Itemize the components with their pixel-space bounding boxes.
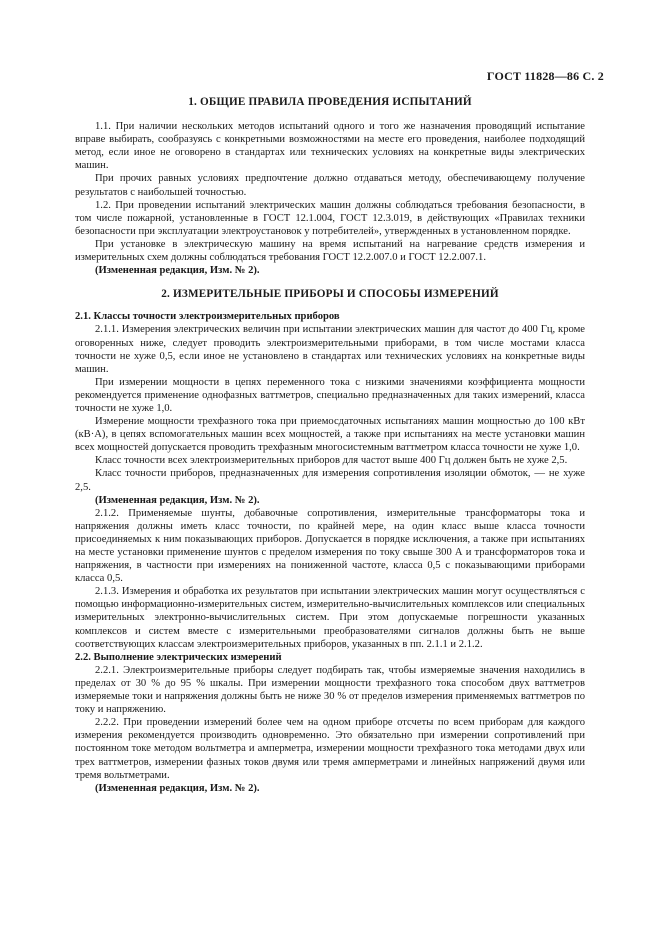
paragraph-1-1-b: При прочих равных условиях предпочтение должно отдаваться методу, обеспечивающему получение результатов с наибольшей точностью. (75, 173, 585, 198)
paragraph-1-1: 1.1. При наличии нескольких методов испытаний одного и того же назначения проводящий испытание вправе выбирать, сообразуясь с конкретными возможностями на месте его проведения, наиболее подходящий метод, если иное не оговорено в стандартах или технических условиях на конкретные виды электрических машин. (75, 121, 585, 172)
document-body (75, 96, 585, 795)
paragraph-2-2-1: 2.2.1. Электроизмерительные приборы следует подбирать так, чтобы измеряемые значения находились в пределах от 30 % до 95 % шкалы. При измерении мощности трехфазного тока способом двух ваттметров измеряемые токи и напряжения должны быть не ниже 30 % от пределов измерения применяемых ваттметров по току и напряжению. (75, 664, 585, 716)
section-1-title: 1. ОБЩИЕ ПРАВИЛА ПРОВЕДЕНИЯ ИСПЫТАНИЙ (188, 96, 472, 108)
paragraph-1-2-b: При установке в электрическую машину на время испытаний на нагревание средств измерения и измерительных схем должны соблюдаться требования ГОСТ 12.2.007.0 и ГОСТ 12.2.007.1. (75, 238, 585, 264)
paragraph-2-2-2: 2.2.2. При проведении измерений более чем на одном приборе отсчеты по всем приборам для каждого измерения рекомендуется производить одновременно. Это обязательно при измерении сопротивлений при постоянном токе методом вольтметра и амперметра, измерении мощности трехфазного тока методами двух или трех ваттметров, измерении фазных токов двумя или тремя амперметрами и линейных напряжений двумя или тремя вольтметрами. (75, 717, 585, 781)
paragraph-2-1-3: 2.1.3. Измерения и обработка их результатов при испытании электрических машин могут осуществляться с помощью информационно-измерительных систем, измерительно-вычислительных комплексов или специальных измерительных электронно-вычислительных систем. При этом допускаемые погрешности указанных комплексов и систем вместе с измерительными преобразователями сигналов должны быть не выше соответствующих классам электроизмерительных приборов, указанных в пп. 2.1.1 и 2.1.2. (75, 586, 586, 650)
subsection-2-2-title: 2.2. Выполнение электрических измерений (75, 651, 282, 663)
page-header: ГОСТ 11828—86 С. 2 (486, 69, 604, 83)
paragraph-1-2: 1.2. При проведении испытаний электрических машин должны соблюдаться требования безопасности, в том числе пожарной, установленные в ГОСТ 12.1.004, ГОСТ 12.3.019, в действующих «Правилах техники безопасности при эксплуатации электроустановок у потребителей», утвержденных в установленном порядке. (75, 199, 585, 237)
paragraph-2-1-1-c: Измерение мощности трехфазного тока при приемосдаточных испытаниях машин мощностью до 100 кВт (кВ·А), в цепях вспомогательных машин всех мощностей, а также при испытаниях на месте установки машин всех мощностей допускается проводить трехфазным многосистемным ваттметром класса точности не хуже 1,0. (75, 416, 585, 454)
paragraph-2-1-2: 2.1.2. Применяемые шунты, добавочные сопротивления, измерительные трансформаторы тока и напряжения должны иметь класс точности, по крайней мере, на один класс выше класса точности присоединяемых к ним показывающих приборов. Допускается в порядке исключения, а также при испытаниях на месте установки применение шунтов с пределом измерения по току свыше 300 А и трансформаторов тока и напряжения, в частности при измерениях на пониженной частоте, класса 0,5 с показывающими приборами класса 0,5. (75, 507, 585, 585)
subsection-2-1-title: 2.1. Классы точности электроизмерительных приборов (75, 311, 340, 323)
amendment-note: (Измененная редакция, Изм. № 2). (95, 782, 260, 794)
paragraph-2-1-1-d: Класс точности всех электроизмерительных приборов для частот выше 400 Гц должен быть не хуже 2,5. (95, 455, 568, 467)
paragraph-2-1-1-b: При измерении мощности в цепях переменного тока с низкими значениями коэффициента мощности рекомендуется применение однофазных ваттметров, специально предназначенных для таких измерений, класса точности не хуже 1,0. (75, 376, 585, 414)
paragraph-2-1-1: 2.1.1. Измерения электрических величин при испытании электрических машин для частот до 400 Гц, кроме оговоренных ниже, следует проводить электроизмерительными приборами, в том числе мостами класса точности не хуже 0,5, если иное не установлено в стандартах или технических условиях на конкретные виды машин. (75, 324, 585, 375)
section-2-title: 2. ИЗМЕРИТЕЛЬНЫЕ ПРИБОРЫ И СПОСОБЫ ИЗМЕРЕНИЙ (161, 288, 499, 301)
amendment-note: (Измененная редакция, Изм. № 2). (95, 494, 260, 506)
amendment-note: (Измененная редакция, Изм. № 2). (95, 265, 260, 277)
paragraph-2-1-1-e: Класс точности приборов, предназначенных для измерения сопротивления изоляции обмоток, — не хуже 2,5. (75, 468, 585, 493)
